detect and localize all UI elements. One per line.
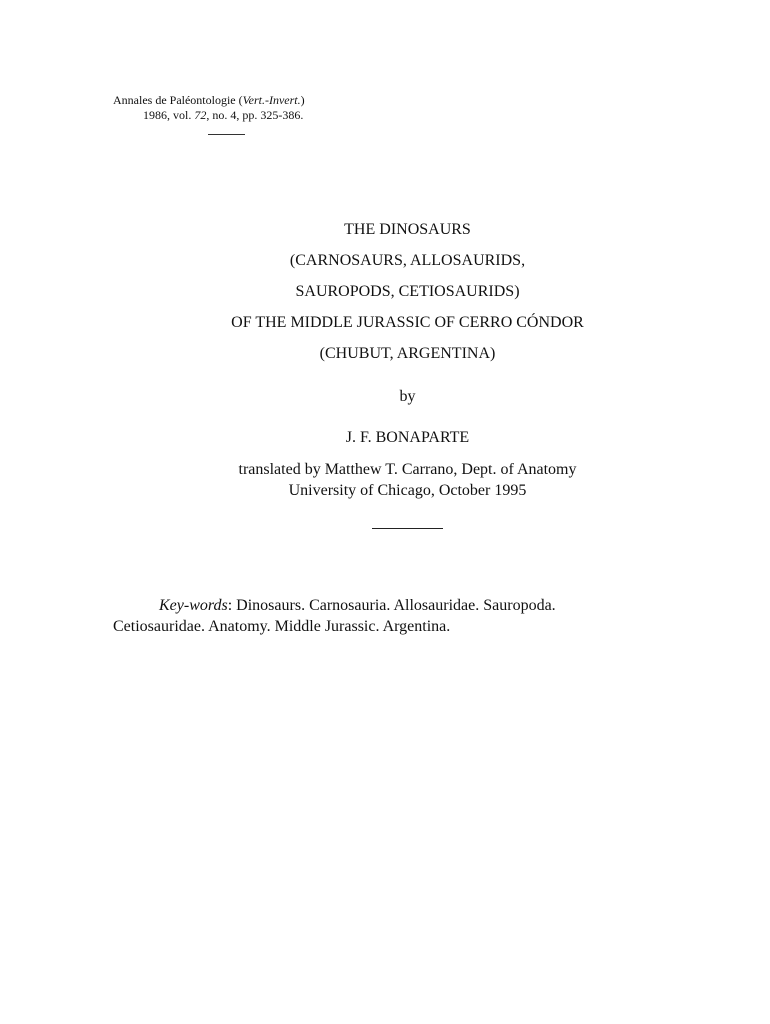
byline: by bbox=[399, 388, 416, 405]
translator-affiliation: University of Chicago, October 1995 bbox=[288, 482, 527, 499]
translator-credit: translated by Matthew T. Carrano, Dept. of Anatomy bbox=[238, 461, 577, 478]
citation-divider bbox=[208, 134, 245, 135]
year-vol-label: 1986, vol. bbox=[143, 108, 195, 122]
journal-citation bbox=[113, 93, 305, 108]
keywords-line bbox=[159, 596, 556, 616]
keywords-label: Key-words bbox=[159, 597, 228, 614]
title-line: SAUROPODS, CETIOSAURIDS) bbox=[295, 283, 520, 300]
title-line: THE DINOSAURS bbox=[344, 221, 471, 238]
journal-series: Vert.-Invert. bbox=[242, 93, 301, 107]
title-line: (CHUBUT, ARGENTINA) bbox=[319, 345, 496, 362]
title-line: OF THE MIDDLE JURASSIC OF CERRO CÓNDOR bbox=[231, 314, 584, 331]
journal-volume-info bbox=[143, 108, 303, 123]
volume-number: 72 bbox=[194, 108, 207, 122]
keywords-list: : Dinosaurs. Carnosauria. Allosauridae. Sauropoda. bbox=[227, 597, 556, 614]
title-divider bbox=[372, 528, 443, 529]
paper-title bbox=[0, 220, 770, 375]
journal-name: Annales de Paléontologie ( bbox=[113, 93, 243, 107]
title-line: (CARNOSAURS, ALLOSAURIDS, bbox=[289, 252, 526, 269]
keywords-line-continued: Cetiosauridae. Anatomy. Middle Jurassic. Argentina. bbox=[113, 618, 451, 635]
journal-paren-close: ) bbox=[300, 93, 305, 107]
issue-pages: , no. 4, pp. 325-386. bbox=[206, 108, 304, 122]
author-name: J. F. BONAPARTE bbox=[345, 429, 470, 446]
